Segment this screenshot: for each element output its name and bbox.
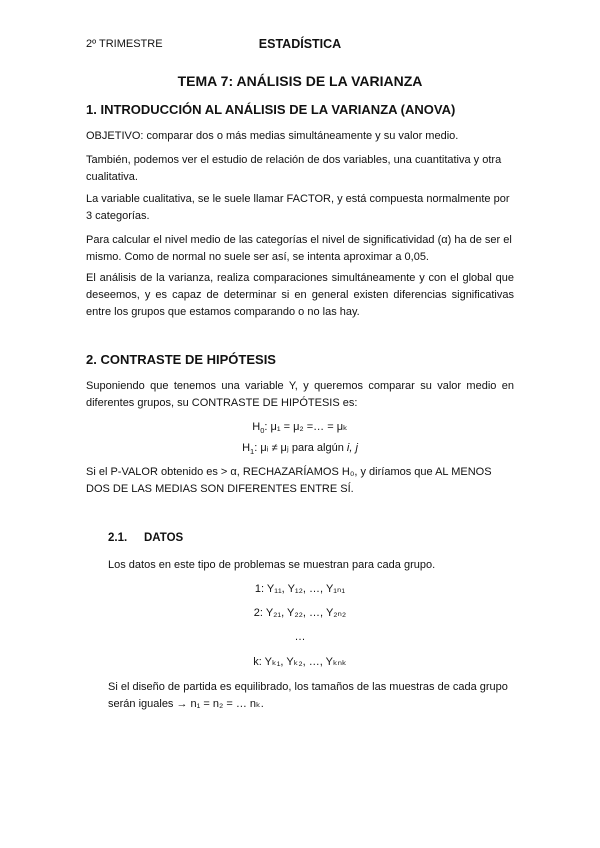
section-1-objective: OBJETIVO: comparar dos o más medias simultáneamente y su valor medio. — [86, 130, 459, 142]
section-1-paragraph-3: La variable cualitativa, se le suele llamar FACTOR, y está compuesta normalmente por 3 categorías. — [86, 193, 510, 222]
h0-label: H — [252, 421, 261, 433]
section-1-heading: 1. INTRODUCCIÓN AL ANÁLISIS DE LA VARIANZA (ANOVA) — [86, 102, 456, 117]
subsection-2-1-number: 2.1. — [108, 532, 128, 544]
subsection-2-1-paragraph-2: Si el diseño de partida es equilibrado, los tamaños de las muestras de cada grupo serán iguales → n₁ = n₂ = … nₖ. — [108, 681, 508, 710]
subsection-2-1-heading — [108, 532, 183, 544]
h0-body: : μ₁ = μ₂ =… = μₖ — [264, 421, 348, 433]
h1-vars: i, j — [346, 442, 358, 454]
page-title: TEMA 7: ANÁLISIS DE LA VARIANZA — [177, 73, 423, 89]
section-1-paragraph-2: También, podemos ver el estudio de relación de dos variables, una cuantitativa y otra cualitativa. — [86, 154, 502, 183]
section-1-paragraph-4: Para calcular el nivel medio de las categorías el nivel de significatividad (α) ha de ser el mismo. Como de normal no suele ser así, se intenta aproximar a 0,05. — [86, 234, 512, 263]
h1-body: : μᵢ ≠ μⱼ para algún — [254, 442, 347, 454]
subsection-2-1-paragraph-1: Los datos en este tipo de problemas se muestran para cada grupo. — [108, 559, 436, 571]
h1-label: H — [242, 442, 251, 454]
hypothesis-h1 — [0, 441, 600, 456]
section-2-paragraph-2: Si el P-VALOR obtenido es > α, RECHAZARÍAMOS H₀, y diríamos que AL MENOS DOS DE LAS MEDIAS SON DIFERENTES ENTRE SÍ. — [86, 466, 492, 495]
section-2-heading: 2. CONTRASTE DE HIPÓTESIS — [86, 352, 276, 367]
groups-ellipsis: … — [294, 631, 306, 643]
subsection-2-1-title: DATOS — [144, 532, 184, 544]
header-term: 2º TRIMESTRE — [86, 38, 163, 50]
group-1-data: 1: Y₁₁, Y₁₂, …, Y₁ₙ₁ — [254, 583, 346, 595]
h1-subscript: 1 — [250, 447, 255, 457]
section-1-paragraph-5: El análisis de la varianza, realiza comparaciones simultáneamente y con el global que deseemos, y es capaz de determinar si en general existen diferencias significativas entre los grupos que estamos comparando o no las hay. — [86, 272, 514, 318]
section-2-paragraph-1: Suponiendo que tenemos una variable Y, y queremos comparar su valor medio en diferentes grupos, su CONTRASTE DE HIPÓTESIS es: — [86, 380, 514, 409]
header-subject — [0, 37, 600, 51]
group-k-data: k: Yₖ₁, Yₖ₂, …, Yₖₙₖ — [253, 656, 347, 668]
h0-subscript: 0 — [260, 426, 265, 436]
group-2-data: 2: Y₂₁, Y₂₂, …, Y₂ₙ₂ — [253, 607, 347, 619]
hypothesis-h0 — [0, 420, 600, 435]
header-subject-text: ESTADÍSTICA — [258, 37, 342, 51]
